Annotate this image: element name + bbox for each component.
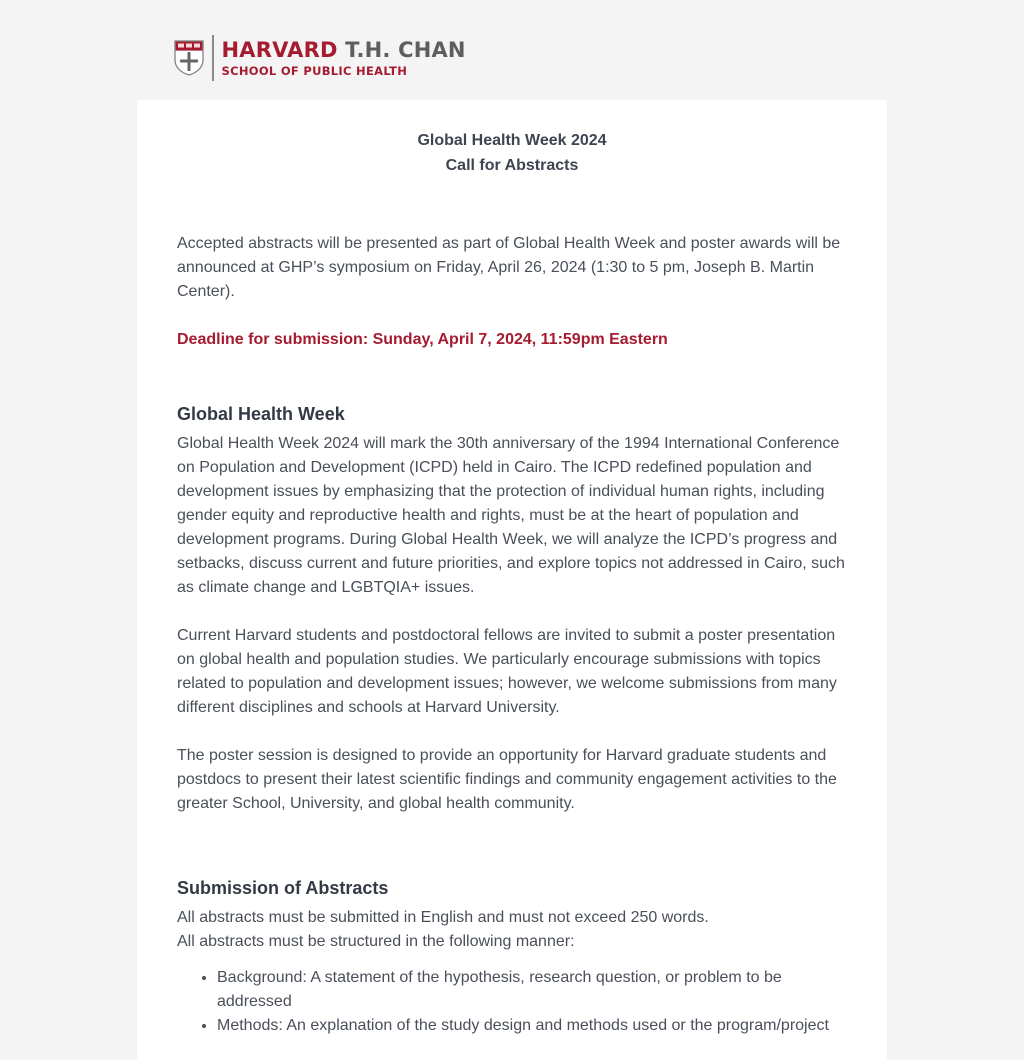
school-logo[interactable] bbox=[222, 38, 466, 78]
page-title bbox=[177, 128, 847, 178]
list-item-methods: • Methods: An explanation of the study design and methods used or the program/project bbox=[217, 1014, 847, 1038]
logo-divider bbox=[212, 35, 214, 81]
submission-line-2: All abstracts must be structured in the following manner: bbox=[177, 933, 575, 950]
site-header bbox=[174, 34, 466, 82]
section-heading-global-health-week: Global Health Week bbox=[177, 404, 345, 424]
content-card bbox=[137, 100, 887, 1060]
logo-subline: SCHOOL OF PUBLIC HEALTH bbox=[221, 64, 408, 78]
section-heading-submission: Submission of Abstracts bbox=[177, 878, 389, 898]
abstract-structure-list bbox=[177, 966, 847, 1038]
ghw-paragraph-3: The poster session is designed to provide an opportunity for Harvard graduate students and postdocs to present their latest scientific findings and community engagement activities to the greater School, University, and global health community. bbox=[177, 747, 837, 812]
list-item-background: • Background: A statement of the hypothesis, research question, or problem to be addressed bbox=[217, 966, 847, 1014]
logo-th-chan: T.H. CHAN bbox=[345, 38, 466, 62]
deadline-notice: Deadline for submission: Sunday, April 7, 2024, 11:59pm Eastern bbox=[177, 331, 668, 348]
title-line-1: Global Health Week 2024 bbox=[417, 132, 607, 149]
title-line-2: Call for Abstracts bbox=[445, 157, 579, 174]
intro-paragraph: Accepted abstracts will be presented as part of Global Health Week and poster awards will be announced at GHP’s symposium on Friday, April 26, 2024 (1:30 to 5 pm, Joseph B. Martin Center). bbox=[177, 235, 841, 300]
ghw-paragraph-1: Global Health Week 2024 will mark the 30th anniversary of the 1994 International Conference on Population and Development (ICPD) held in Cairo. The ICPD redefined population and development issues by emphasizing that the protection of individual human rights, including gender equity and reproductive health and rights, must be at the heart of population and development programs. During Global Health Week, we will analyze the ICPD’s progress and setbacks, discuss current and future priorities, and explore topics not addressed in Cairo, such as climate change and LGBTQIA+ issues. bbox=[177, 435, 845, 596]
logo-harvard: HARVARD bbox=[221, 38, 338, 62]
harvard-shield-icon bbox=[174, 40, 204, 76]
submission-line-1: All abstracts must be submitted in English and must not exceed 250 words. bbox=[177, 909, 709, 926]
ghw-paragraph-2: Current Harvard students and postdoctoral fellows are invited to submit a poster presentation on global health and population studies. We particularly encourage submissions with topics related to population and development issues; however, we welcome submissions from many different disciplines and schools at Harvard University. bbox=[177, 627, 837, 716]
